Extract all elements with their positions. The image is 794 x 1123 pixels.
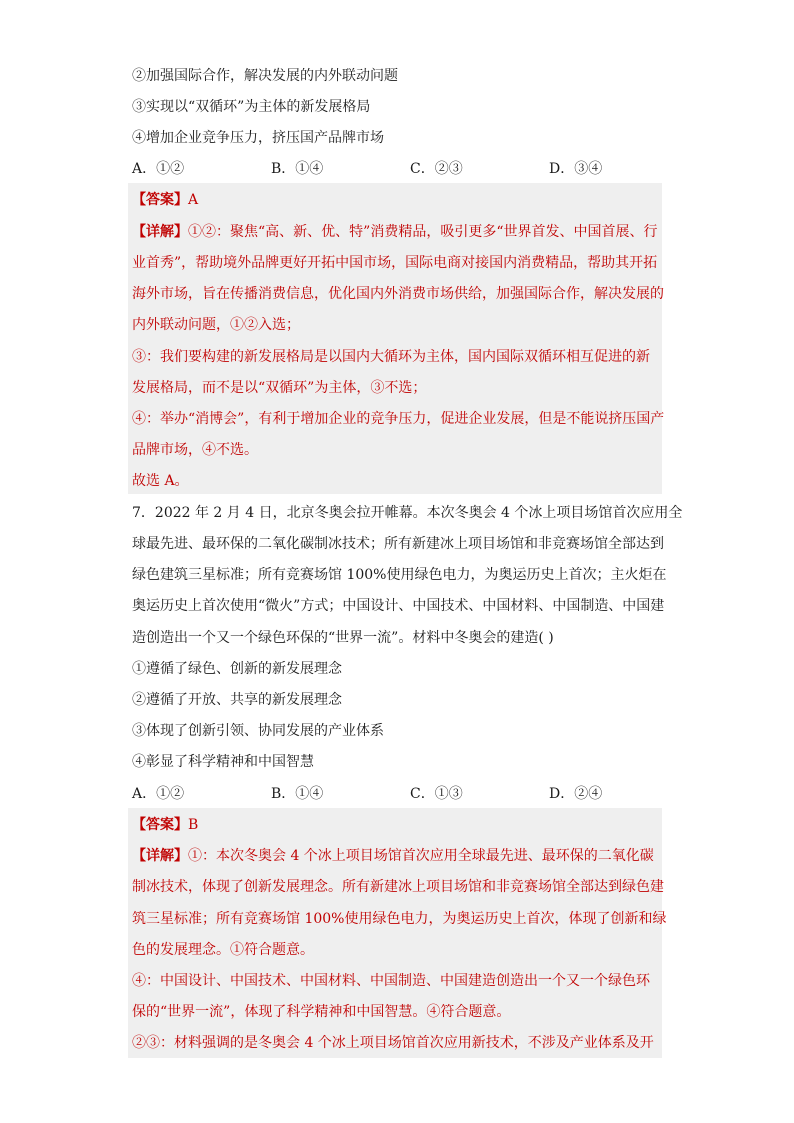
q6-conclusion: 故选 A。 bbox=[132, 473, 189, 489]
q7-option-d: D．②④ bbox=[549, 786, 603, 802]
q6-option-d: D．③④ bbox=[549, 161, 603, 177]
q6-detail-line bbox=[132, 222, 662, 242]
q6-statement-3: ③实现以“双循环”为主体的新发展格局 bbox=[132, 99, 371, 115]
q7-detail-line: ④：中国设计、中国技术、中国材料、中国制造、中国建造创造出一个又一个绿色环 bbox=[132, 973, 650, 989]
q6-detail-label: 【详解】 bbox=[132, 224, 188, 240]
q7-stem-line: 球最先进、最环保的二氧化碳制冰技术；所有新建冰上项目场馆和非竞赛场馆全部达到 bbox=[132, 536, 664, 552]
q7-option-a: A．①② bbox=[132, 786, 185, 802]
q7-detail-line: 筑三星标准；所有竞赛场馆 100%使用绿色电力，为奥运历史上首次，体现了创新和绿 bbox=[132, 911, 667, 927]
q6-statement-4: ④增加企业竞争压力，挤压国产品牌市场 bbox=[132, 130, 384, 146]
q7-statement-3: ③体现了创新引领、协同发展的产业体系 bbox=[132, 723, 384, 739]
q7-answer-label: 【答案】 bbox=[132, 817, 188, 833]
q6-detail-line: 业首秀”，帮助境外品牌更好开拓中国市场，国际电商对接国内消费精品，帮助其开拓 bbox=[132, 255, 658, 271]
q7-detail-line: 制冰技术，体现了创新发展理念。所有新建冰上项目场馆和非竞赛场馆全部达到绿色建 bbox=[132, 879, 664, 895]
q6-detail-line: ③：我们要构建的新发展格局是以国内大循环为主体，国内国际双循环相互促进的新 bbox=[132, 349, 650, 365]
q7-statement-4: ④彰显了科学精神和中国智慧 bbox=[132, 754, 314, 770]
q6-options bbox=[132, 159, 662, 179]
q7-stem-line: 绿色建筑三星标准；所有竞赛场馆 100%使用绿色电力，为奥运历史上首次；主火炬在 bbox=[132, 567, 667, 583]
q6-option-b: B．①④ bbox=[271, 161, 324, 177]
q6-detail-line: 品牌市场，④不选。 bbox=[132, 442, 258, 458]
q7-answer bbox=[132, 815, 662, 835]
q6-answer-value: A bbox=[188, 192, 199, 208]
q7-detail-line: 色的发展理念。①符合题意。 bbox=[132, 942, 314, 958]
q6-detail-line: 内外联动问题，①②入选； bbox=[132, 317, 300, 333]
q7-detail-line: 保的“世界一流”，体现了科学精神和中国智慧。④符合题意。 bbox=[132, 1004, 511, 1020]
q6-statement-2: ②加强国际合作，解决发展的内外联动问题 bbox=[132, 68, 398, 84]
q7-option-b: B．①④ bbox=[271, 786, 324, 802]
q6-detail-line: ④：举办“消博会”，有利于增加企业的竞争压力，促进企业发展，但是不能说挤压国产 bbox=[132, 411, 665, 427]
q7-options bbox=[132, 784, 662, 804]
q7-answer-value: B bbox=[188, 817, 199, 833]
q6-option-a: A．①② bbox=[132, 161, 185, 177]
q7-stem-line: 造创造出一个又一个绿色环保的“世界一流”。材料中冬奥会的建造( ) bbox=[132, 630, 554, 646]
q7-stem-line: 奥运历史上首次使用“微火”方式；中国设计、中国技术、中国材料、中国制造、中国建 bbox=[132, 598, 665, 614]
q6-detail-line: 发展格局，而不是以“双循环”为主体，③不选； bbox=[132, 380, 427, 396]
q6-detail-text: ①②：聚焦“高、新、优、特”消费精品，吸引更多“世界首发、中国首展、行 bbox=[188, 224, 658, 240]
q7-statement-2: ②遵循了开放、共享的新发展理念 bbox=[132, 692, 342, 708]
q7-option-c: C．①③ bbox=[410, 786, 463, 802]
q7-detail-line bbox=[132, 846, 662, 866]
q6-answer-label: 【答案】 bbox=[132, 192, 188, 208]
q7-detail-line: ②③：材料强调的是冬奥会 4 个冰上项目场馆首次应用新技术，不涉及产业体系及开 bbox=[132, 1035, 654, 1051]
q6-detail-line: 海外市场，旨在传播消费信息，优化国内外消费市场供给，加强国际合作，解决发展的 bbox=[132, 286, 664, 302]
q7-detail-text: ①：本次冬奥会 4 个冰上项目场馆首次应用全球最先进、最环保的二氧化碳 bbox=[188, 848, 654, 864]
q6-option-c: C．②③ bbox=[410, 161, 463, 177]
q7-statement-1: ①遵循了绿色、创新的新发展理念 bbox=[132, 661, 342, 677]
q6-answer bbox=[132, 190, 662, 210]
q7-stem-line: 7．2022 年 2 月 4 日，北京冬奥会拉开帷幕。本次冬奥会 4 个冰上项目场馆首次应用全 bbox=[132, 505, 683, 521]
q7-detail-label: 【详解】 bbox=[132, 848, 188, 864]
